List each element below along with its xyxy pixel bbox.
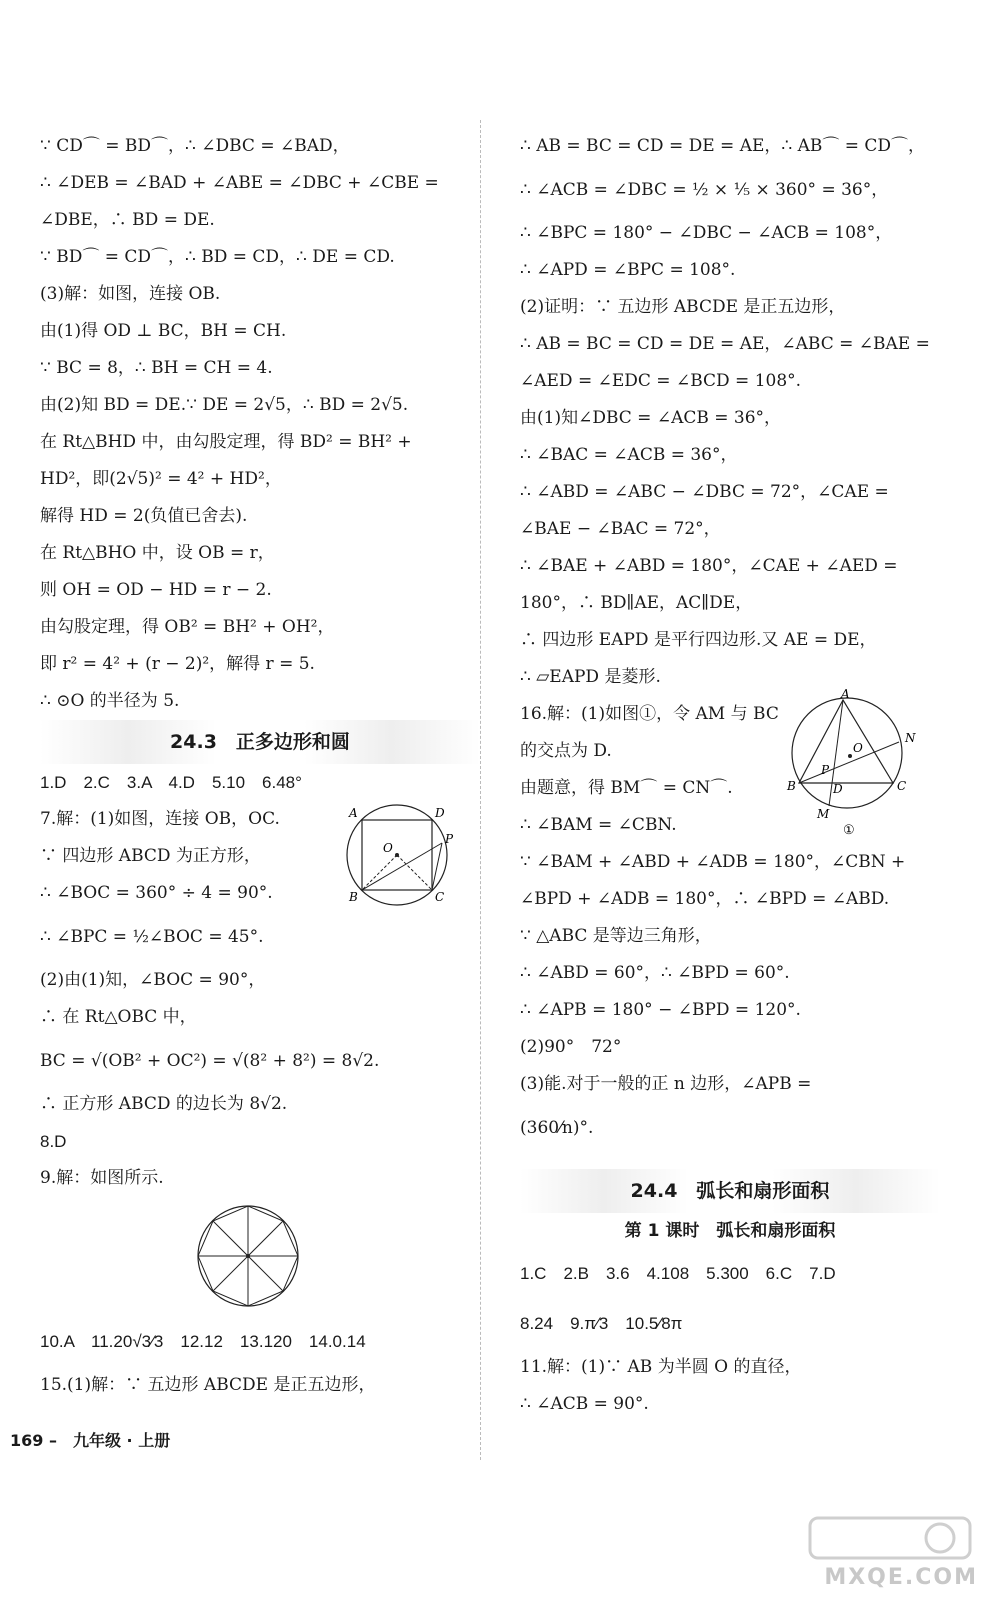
text-line: ∴ ∠BAC = ∠ACB = 36°， [520, 445, 738, 465]
svg-text:P: P [445, 832, 454, 846]
text-line: 即 r² = 4² + (r − 2)²，解得 r = 5. [40, 654, 315, 674]
text-line: ∴ ∠APD = ∠BPC = 108°. [520, 260, 736, 280]
circle-construction-figure [188, 1201, 308, 1311]
text-line: ∴ ⊙O 的半径为 5. [40, 691, 180, 711]
text-line: ∴ ∠BPC = ½∠BOC = 45°. [40, 927, 264, 947]
text-line: ∠AED = ∠EDC = ∠BCD = 108°. [520, 371, 802, 391]
svg-text:C: C [435, 890, 445, 904]
text-line: 由(2)知 BD = DE.∵ DE = 2√5，∴ BD = 2√5. [40, 395, 409, 415]
answer-8: 8.D [40, 1132, 67, 1151]
svg-text:C: C [897, 779, 907, 793]
text-line: ∴ ∠BAE + ∠ABD = 180°，∠CAE + ∠AED = [520, 556, 898, 576]
svg-text:D: D [435, 806, 445, 820]
question-16 [520, 688, 940, 1153]
text-line: ∵ ∠BAM + ∠ABD + ∠ADB = 180°，∠CBN + [520, 852, 906, 872]
text-line: ∴ AB = BC = CD = DE = AE，∠ABC = ∠BAE = [520, 334, 930, 354]
svg-text:A: A [841, 688, 850, 701]
text-line: ∴ 四边形 EAPD 是平行四边形.又 AE = DE， [520, 630, 877, 650]
column-divider [480, 120, 481, 1460]
text-line: BC = √(OB² + OC²) = √(8² + 8²) = 8√2. [40, 1051, 380, 1071]
section-heading-24-3: 24.3 正多边形和圆 [40, 720, 480, 764]
svg-text:N: N [905, 731, 916, 745]
text-line: ∴ ∠BOC = 360° ÷ 4 = 90°. [40, 883, 273, 903]
text-line: 由(1)知∠DBC = ∠ACB = 36°， [520, 408, 782, 428]
svg-text:B: B [349, 890, 358, 904]
text-line: (3)解：如图，连接 OB. [40, 284, 221, 304]
text-line: 由(1)得 OD ⊥ BC，BH = CH. [40, 321, 287, 341]
page-footer: 169 – 九年级 · 上册 [10, 1431, 171, 1450]
text-line: 7.解：(1)如图，连接 OB，OC. [40, 809, 280, 829]
text-line: (2)90° 72° [520, 1037, 622, 1057]
answers-8-10: 8.24 9.π⁄3 10.5⁄8π [520, 1314, 683, 1333]
text-line: ∴ 在 Rt△OBC 中， [40, 1007, 197, 1027]
text-line: (2)由(1)知，∠BOC = 90°， [40, 970, 266, 990]
question-7 [40, 801, 480, 1123]
svg-text:O: O [853, 741, 863, 755]
text-line: 由题意，得 BM⌒ = CN⌒. [520, 778, 733, 798]
text-line: 由勾股定理，得 OB² = BH² + OH²， [40, 617, 335, 637]
svg-text:①: ① [843, 823, 855, 838]
text-line: ∴ AB = BC = CD = DE = AE，∴ AB⌒ = CD⌒， [520, 136, 926, 156]
text-line: (360⁄n)°. [520, 1118, 594, 1138]
svg-text:A: A [349, 806, 358, 820]
question-15-start: 15.(1)解：∵ 五边形 ABCDE 是正五边形， [40, 1375, 376, 1395]
lesson-subheading: 第 1 课时 弧长和扇形面积 [624, 1221, 836, 1241]
svg-text:D: D [833, 782, 843, 796]
text-line: ∵ BC = 8，∴ BH = CH = 4. [40, 358, 273, 378]
text-line: ∵ △ABC 是等边三角形， [520, 926, 712, 946]
text-line: ∵ 四边形 ABCD 为正方形， [40, 846, 261, 866]
text-line: 16.解：(1)如图①，令 AM 与 BC [520, 704, 779, 724]
text-line: 11.解：(1)∵ AB 为半圆 O 的直径， [520, 1357, 802, 1377]
text-line: ∵ BD⌒ = CD⌒，∴ BD = CD，∴ DE = CD. [40, 247, 395, 267]
text-line: 在 Rt△BHD 中，由勾股定理，得 BD² = BH² + [40, 432, 412, 452]
text-line: 180°，∴ BD∥AE，AC∥DE， [520, 593, 753, 613]
svg-text:B: B [787, 779, 796, 793]
text-line: 解得 HD = 2(负值已舍去). [40, 506, 248, 526]
answers-1-7: 1.C 2.B 3.6 4.108 5.300 6.C 7.D [520, 1264, 836, 1283]
text-line: ∴ ∠ABD = ∠ABC − ∠DBC = 72°，∠CAE = [520, 482, 889, 502]
watermark-text: MXQE.COM [824, 1565, 978, 1590]
text-line: ∴ ∠APB = 180° − ∠BPD = 120°. [520, 1000, 801, 1020]
left-column [40, 128, 480, 1404]
text-line: ∴ ∠ACB = 90°. [520, 1394, 649, 1414]
text-line: (3)能.对于一般的正 n 边形，∠APB = [520, 1074, 812, 1094]
text-line: ∴ ∠ACB = ∠DBC = ½ × ⅕ × 360° = 36°， [520, 180, 889, 200]
text-line: ∴ ∠BPC = 180° − ∠DBC − ∠ACB = 108°， [520, 223, 893, 243]
text-line: ∴ 正方形 ABCD 的边长为 8√2. [40, 1094, 288, 1114]
text-line: ∴ ∠DEB = ∠BAD + ∠ABE = ∠DBC + ∠CBE = [40, 173, 439, 193]
question-9: 9.解：如图所示. [40, 1168, 164, 1188]
svg-text:P: P [821, 763, 830, 777]
text-line: 则 OH = OD − HD = r − 2. [40, 580, 272, 600]
text-line: ∴ ▱EAPD 是菱形. [520, 667, 661, 687]
text-line: 的交点为 D. [520, 741, 612, 761]
answers-1-6: 1.D 2.C 3.A 4.D 5.10 6.48° [40, 773, 302, 792]
text-line: ∵ CD⌒ = BD⌒，∴ ∠DBC = ∠BAD， [40, 136, 350, 156]
text-line: ∠DBE，∴ BD = DE. [40, 210, 215, 230]
svg-text:M: M [817, 807, 830, 821]
text-line: ∠BAE − ∠BAC = 72°， [520, 519, 721, 539]
text-line: ∠BPD + ∠ADB = 180°，∴ ∠BPD = ∠ABD. [520, 889, 890, 909]
answers-10-14: 10.A 11.20√3⁄3 12.12 13.120 14.0.14 [40, 1332, 366, 1351]
triangle-in-circle-figure [785, 688, 935, 838]
text-line: 在 Rt△BHO 中，设 OB = r， [40, 543, 275, 563]
text-line: (2)证明：∵ 五边形 ABCDE 是正五边形， [520, 297, 846, 317]
circle-construction-figure-wrap [40, 1197, 480, 1317]
text-line: HD²，即(2√5)² = 4² + HD²， [40, 469, 282, 489]
text-line: ∴ ∠ABD = 60°，∴ ∠BPD = 60°. [520, 963, 790, 983]
square-in-circle-figure [335, 795, 465, 915]
section-heading-24-4: 24.4 弧长和扇形面积 [520, 1169, 940, 1213]
svg-text:O: O [383, 841, 393, 855]
text-line: ∴ ∠BAM = ∠CBN. [520, 815, 677, 835]
right-column [520, 128, 940, 1423]
